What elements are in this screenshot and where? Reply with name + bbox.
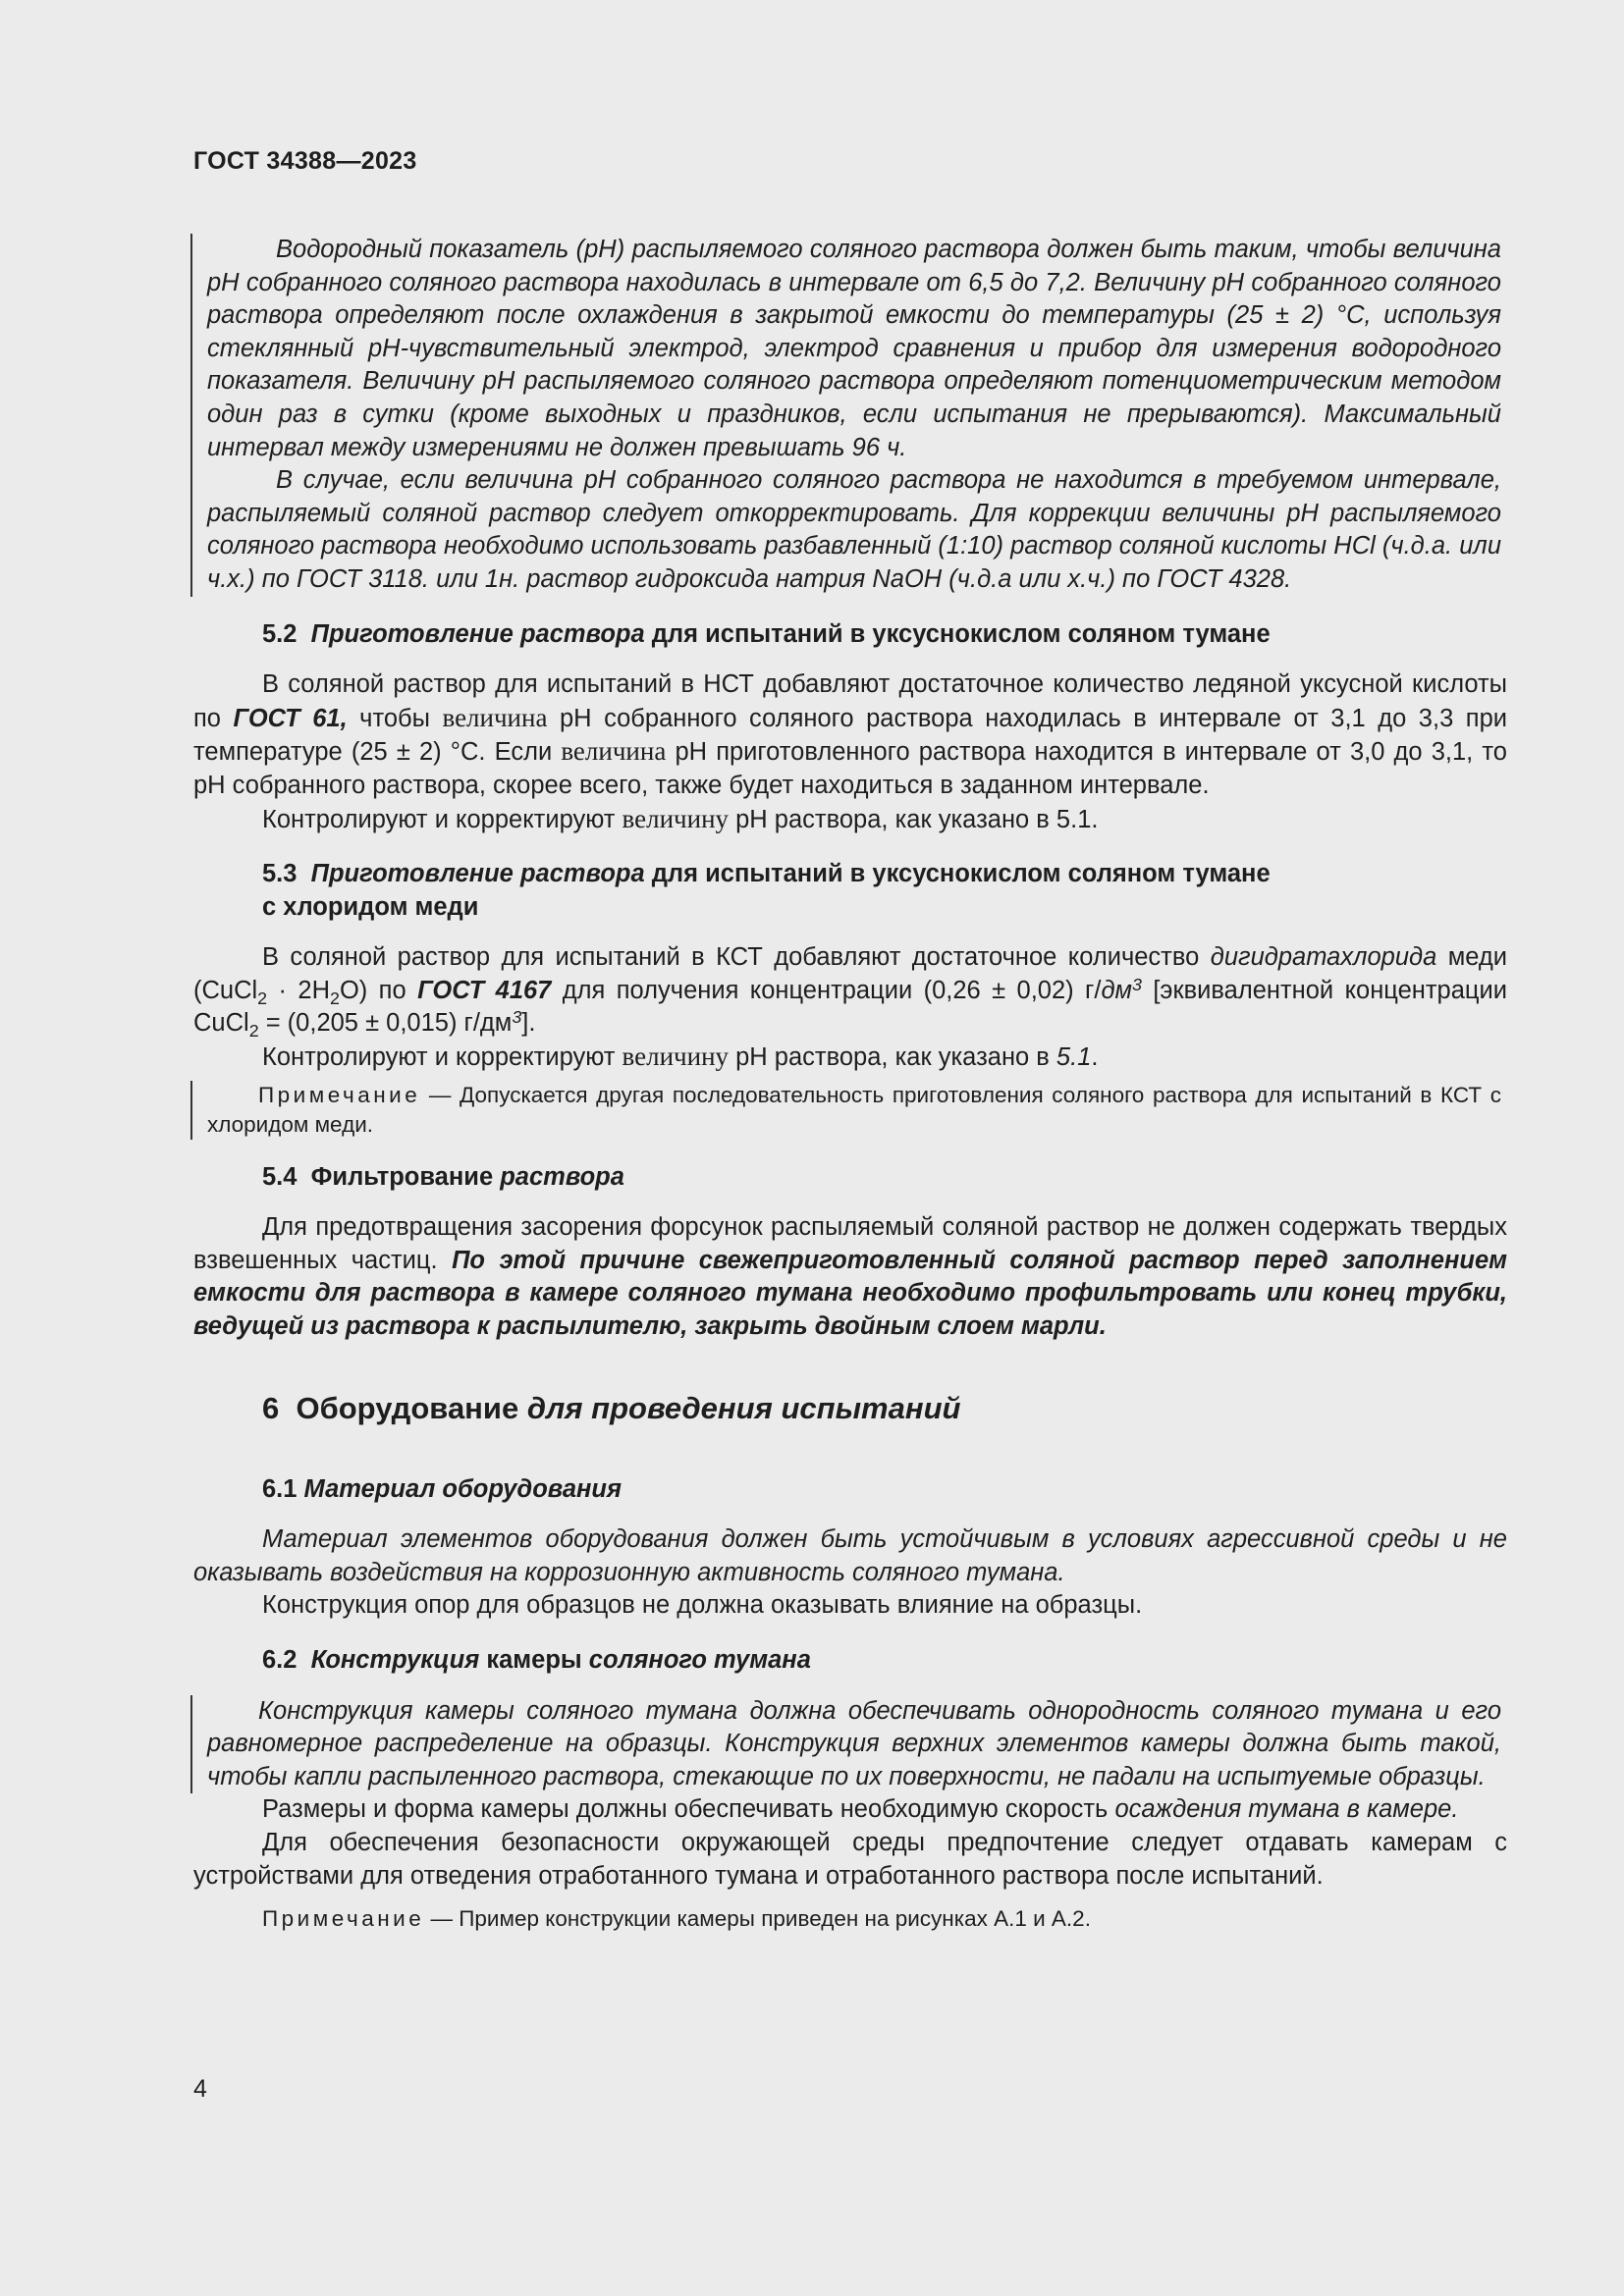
- heading-italic: Материал оборудования: [303, 1474, 623, 1503]
- heading-text: камеры: [479, 1646, 589, 1674]
- text: рН приготовленного раствора находится в интервале от 3,0 до 3,1, то рН собранного раствора, скорее всего, также будет находиться в заданном интервале.: [193, 738, 1507, 799]
- text: для получения концентрации (0,26 ± 0,02) г/: [551, 976, 1102, 1004]
- document-number: ГОСТ 34388—2023: [193, 147, 417, 175]
- text: рН собранного соляного раствора находилась в интервале от 3,1 до 3,3 при температуре (25 ± 2) °С. Если: [193, 704, 1507, 767]
- page-content: [193, 234, 1507, 1934]
- text: дм: [1101, 976, 1133, 1004]
- paragraph: [193, 668, 1507, 802]
- heading-text-line2: с хлоридом меди: [262, 892, 479, 921]
- superscript: 3: [1132, 974, 1142, 994]
- subscript: 2: [330, 988, 340, 1008]
- paragraph: В случае, если величина рН собранного соляного раствора не находится в требуемом интервале, распыляемый соляной раствор следует откорректировать. Для коррекции величины рН распыляемого соляного раствора необходимо использовать разбавленный (1:10) раствор соляной кислоты HCl (ч.д.а. или ч.х.) по ГОСТ 3118. или 1н. раствор гидроксида натрия NaOH (ч.д.а или х.ч.) по ГОСТ 4328.: [207, 466, 1501, 593]
- text: рН раствора, как указано в 5.1.: [729, 805, 1099, 833]
- revision-block-6-2: [190, 1695, 1507, 1794]
- paragraph: [193, 1793, 1507, 1827]
- superscript: 3: [512, 1007, 522, 1028]
- note-text: — Допускается другая последовательность приготовления соляного раствора для испытаний в КСТ с хлоридом меди.: [207, 1082, 1501, 1137]
- chapter-heading-6: [262, 1389, 1507, 1428]
- subscript: 2: [257, 988, 268, 1008]
- heading-text: для испытаний в уксуснокислом соляном тумане: [644, 860, 1271, 888]
- text: дигидратахлорида: [1210, 943, 1437, 972]
- paragraph: Конструкция камеры соляного тумана должна обеспечивать однородность соляного тумана и его равномерное распределение на образцы. Конструкция верхних элементов камеры должна быть такой, чтобы капли распыленного раствора, стекающие по их поверхности, не падали на испытуемые образцы.: [207, 1696, 1501, 1790]
- standard-reference: ГОСТ 4167: [417, 976, 552, 1004]
- note-label: Примечание: [262, 1906, 425, 1932]
- text: .: [1091, 1043, 1099, 1072]
- paragraph: [193, 1211, 1507, 1343]
- text: Размеры и форма камеры должны обеспечивать необходимую скорость: [262, 1795, 1115, 1824]
- section-heading-5-2: [262, 618, 1507, 652]
- note: [193, 1904, 1507, 1934]
- page-number: 4: [193, 2075, 207, 2103]
- subscript: 2: [248, 1021, 259, 1041]
- note-block-5-3: [190, 1081, 1507, 1140]
- text: В соляной раствор для испытаний в НСТ добавляют достаточное количество ледяной уксусной кислоты по: [193, 670, 1507, 732]
- chapter-number: 6: [262, 1390, 280, 1425]
- paragraph: Конструкция опор для образцов не должна оказывать влияние на образцы.: [262, 1591, 1143, 1620]
- heading-italic: Конструкция: [310, 1646, 480, 1674]
- paragraph: Водородный показатель (рН) распыляемого соляного раствора должен быть таким, чтобы величина рН собранного соляного раствора находилась в интервале от 6,5 до 7,2. Величину рН собранного соляного раствора определяют после охлаждения в закрытой емкости до температуры (25 ± 2) °С, используя стеклянный рН-чувствительный электрод, электрод сравнения и прибор для измерения водородного показателя. Величину рН распыляемого соляного раствора определяют потенциометрическим методом один раз в сутки (кроме выходных и праздников, если испытания не прерываются). Максимальный интервал между измерениями не должен превышать 96 ч.: [207, 236, 1501, 461]
- text: величина: [561, 736, 667, 767]
- text: [эквивалентной концентрации CuCl: [193, 976, 1507, 1038]
- paragraph: Для обеспечения безопасности окружающей среды предпочтение следует отдавать камерам с устройствами для отведения отработанного тумана и отработанного раствора после испытаний.: [193, 1828, 1507, 1890]
- text: чтобы: [347, 704, 443, 732]
- section-heading-6-1: [262, 1473, 1507, 1507]
- section-heading-5-3: [262, 858, 1507, 924]
- heading-italic: раствора: [500, 1162, 624, 1191]
- paragraph: [193, 1041, 1507, 1075]
- text: O) по: [339, 976, 418, 1004]
- standard-reference: ГОСТ 61,: [233, 704, 348, 732]
- section-number: 6.2: [262, 1646, 298, 1674]
- heading-italic: Приготовление раствора: [310, 860, 645, 888]
- note: [207, 1081, 1501, 1140]
- heading-text: для испытаний в уксуснокислом соляном тумане: [644, 619, 1271, 648]
- text: По этой причине свежеприготовленный соляной раствор перед заполнением емкости для раствора в камере соляного тумана необходимо профильтровать или конец трубки, ведущей из раствора к распылителю, закрыть двойным слоем марли.: [193, 1246, 1507, 1341]
- note-label: Примечание: [258, 1082, 421, 1107]
- heading-italic: соляного тумана: [588, 1646, 811, 1674]
- section-number: 5.2: [262, 619, 298, 648]
- text: = (0,205 ± 0,015) г/дм: [258, 1009, 513, 1038]
- text: величину: [622, 803, 730, 833]
- text: Контролируют и корректируют: [262, 1043, 623, 1072]
- heading-italic: Приготовление раствора: [310, 619, 645, 648]
- revision-block-5-1: [190, 234, 1507, 597]
- text: Для предотвращения засорения форсунок распыляемый соляной раствор не должен содержать твердых взвешенных частиц.: [193, 1213, 1507, 1274]
- text: 5.1: [1056, 1043, 1092, 1072]
- section-heading-6-2: [262, 1644, 1507, 1678]
- text: рН раствора, как указано в: [729, 1043, 1056, 1072]
- text: величину: [622, 1041, 730, 1072]
- text: В соляной раствор для испытаний в КСТ добавляют достаточное количество: [262, 943, 1211, 972]
- section-number: 5.4: [262, 1162, 298, 1191]
- heading-text: Оборудование: [296, 1390, 527, 1425]
- note-text: — Пример конструкции камеры приведен на рисунках А.1 и А.2.: [424, 1906, 1091, 1932]
- text: величина: [442, 702, 548, 732]
- section-number: 5.3: [262, 860, 298, 888]
- text: меди (CuCl: [193, 943, 1507, 1004]
- section-heading-5-4: [262, 1161, 1507, 1195]
- heading-italic: для проведения испытаний: [526, 1390, 961, 1425]
- text: Контролируют и корректируют: [262, 805, 623, 833]
- heading-text: Фильтрование: [310, 1162, 501, 1191]
- text: ].: [521, 1009, 536, 1038]
- paragraph: [193, 941, 1507, 1041]
- paragraph: [193, 803, 1507, 837]
- text: осаждения тумана в камере.: [1114, 1795, 1459, 1824]
- section-number: 6.1: [262, 1474, 298, 1503]
- text: · 2H: [267, 976, 330, 1004]
- paragraph: Материал элементов оборудования должен быть устойчивым в условиях агрессивной среды и не оказывать воздействия на коррозионную активность соляного тумана.: [193, 1525, 1507, 1586]
